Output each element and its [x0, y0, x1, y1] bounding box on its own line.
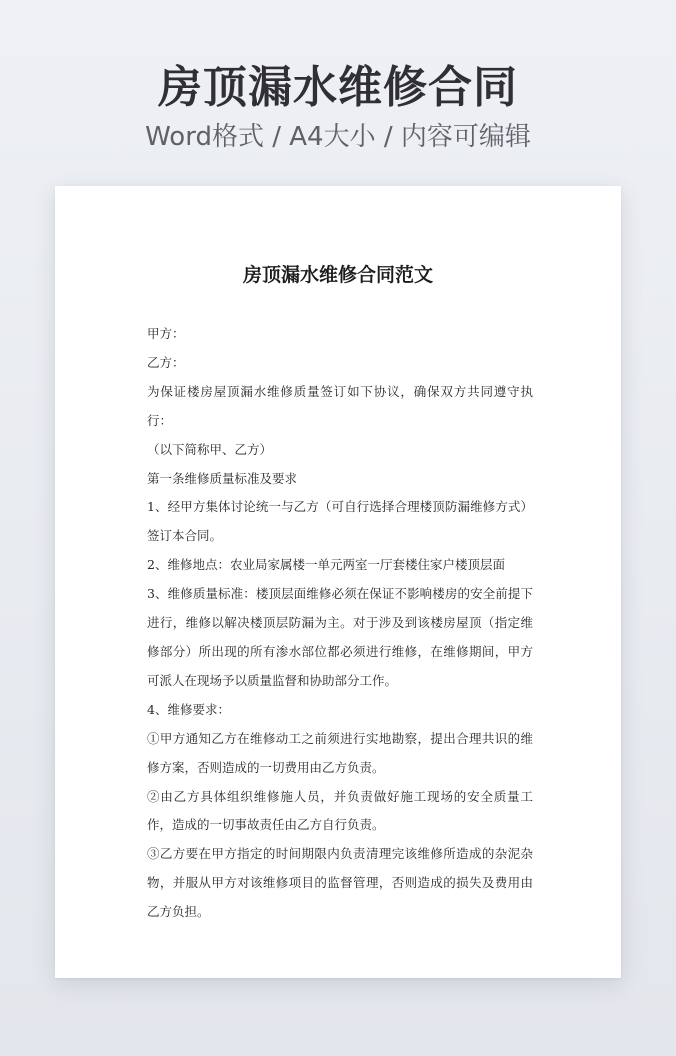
party-a-line: 甲方： — [147, 326, 185, 341]
banner-title: 房顶漏水维修合同 — [158, 62, 518, 113]
clause-2: 2、维修地点：农业局家属楼一单元两室一厅套楼住家户楼顶层面 — [147, 557, 505, 573]
intro-note: （以下简称甲、乙方） — [147, 441, 273, 457]
article-heading: 第一条维修质量标准及要求 — [147, 470, 298, 486]
clause-3: 3、维修质量标准：楼顶层面维修必须在保证不影响楼房的安全前提下进行，维修以解决楼顶层防漏为主。对于涉及到该楼房屋顶（指定维修部分）所出现的所有渗水部位都必须进行维修，在维修期间，甲方可派人在现场予以质量监督和协助部分工作。 — [147, 586, 533, 688]
requirement-1: ①甲方通知乙方在维修动工之前须进行实地勘察，提出合理共识的维修方案，否则造成的一切费用由乙方负责。 — [147, 730, 533, 775]
document-page — [55, 186, 621, 978]
document-title: 房顶漏水维修合同范文 — [242, 264, 433, 286]
requirement-2: ②由乙方具体组织维修施人员，并负责做好施工现场的安全质量工作，造成的一切事故责任由乙方自行负责。 — [147, 788, 533, 833]
clause-1: 1、经甲方集体讨论统一与乙方（可自行选择合理楼顶防漏维修方式）签订本合同。 — [147, 499, 533, 544]
intro-paragraph: 为保证楼房屋顶漏水维修质量签订如下协议，确保双方共同遵守执行： — [147, 383, 533, 428]
banner-subtitle: Word格式 / A4大小 / 内容可编辑 — [145, 122, 531, 152]
requirement-3: ③乙方要在甲方指定的时间期限内负责清理完该维修所造成的杂泥杂物，并服从甲方对该维修项目的监督管理，否则造成的损失及费用由乙方负担。 — [147, 846, 533, 920]
party-b-line: 乙方： — [147, 354, 185, 370]
clause-4-heading: 4、维修要求： — [147, 701, 230, 717]
banner-header — [0, 62, 676, 154]
document-body — [147, 320, 533, 927]
